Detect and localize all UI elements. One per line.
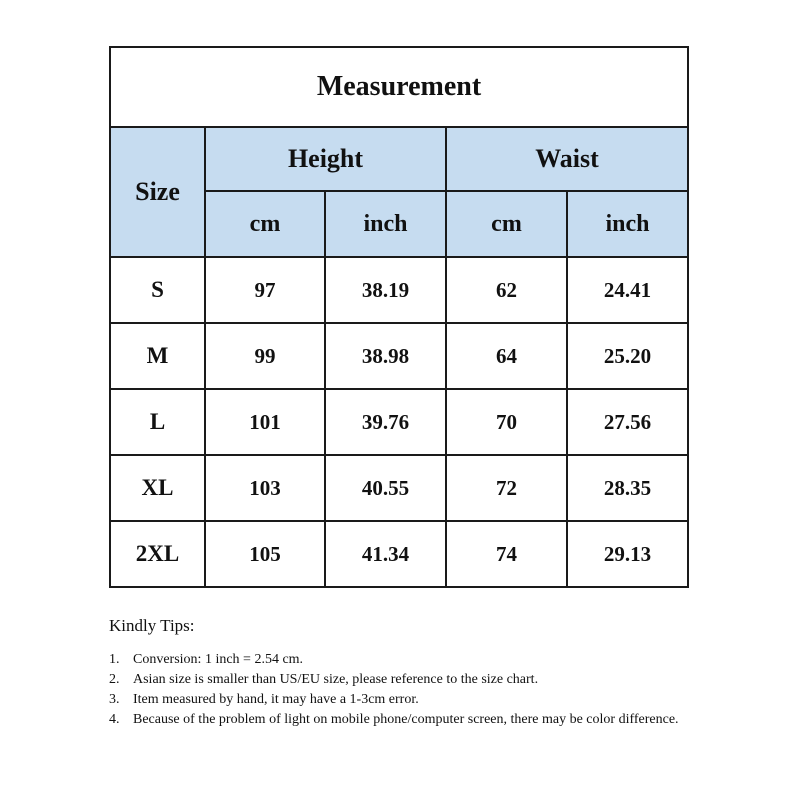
size-cell: L: [110, 389, 205, 455]
size-header: Size: [110, 127, 205, 257]
height-cm-cell: 103: [205, 455, 325, 521]
waist-cm-cell: 72: [446, 455, 567, 521]
size-cell: 2XL: [110, 521, 205, 587]
waist-inch-cell: 24.41: [567, 257, 688, 323]
tips-list: [109, 650, 729, 729]
title-row: [110, 47, 688, 127]
height-cm-cell: 101: [205, 389, 325, 455]
table-row: [110, 389, 688, 455]
waist-cm-cell: 70: [446, 389, 567, 455]
tip-text: Asian size is smaller than US/EU size, please reference to the size chart.: [133, 672, 539, 687]
height-inch-cell: 38.19: [325, 257, 446, 323]
tip-text: Because of the problem of light on mobile phone/computer screen, there may be color difference.: [133, 712, 679, 727]
tip-number: 2.: [109, 672, 120, 687]
table-row: [110, 455, 688, 521]
tips-title: Kindly Tips:: [109, 616, 195, 635]
height-inch-header: inch: [325, 191, 446, 257]
table-title: Measurement: [110, 47, 688, 127]
list-item: [109, 670, 729, 689]
waist-inch-cell: 27.56: [567, 389, 688, 455]
waist-inch-cell: 28.35: [567, 455, 688, 521]
list-item: [109, 710, 729, 729]
kindly-tips: [109, 616, 729, 730]
height-cm-cell: 97: [205, 257, 325, 323]
height-cm-cell: 105: [205, 521, 325, 587]
waist-inch-cell: 25.20: [567, 323, 688, 389]
height-inch-cell: 39.76: [325, 389, 446, 455]
height-cm-cell: 99: [205, 323, 325, 389]
size-cell: M: [110, 323, 205, 389]
waist-header: Waist: [446, 127, 688, 191]
size-cell: XL: [110, 455, 205, 521]
group-header-row: [110, 127, 688, 191]
tip-number: 4.: [109, 712, 120, 727]
tip-number: 3.: [109, 692, 120, 707]
size-cell: S: [110, 257, 205, 323]
waist-inch-cell: 29.13: [567, 521, 688, 587]
tip-text: Item measured by hand, it may have a 1-3cm error.: [133, 692, 419, 707]
height-inch-cell: 40.55: [325, 455, 446, 521]
table-row: [110, 257, 688, 323]
height-inch-cell: 41.34: [325, 521, 446, 587]
waist-cm-cell: 64: [446, 323, 567, 389]
tip-number: 1.: [109, 652, 120, 667]
height-cm-header: cm: [205, 191, 325, 257]
table-row: [110, 521, 688, 587]
waist-cm-header: cm: [446, 191, 567, 257]
size-chart-table: [109, 46, 689, 588]
waist-inch-header: inch: [567, 191, 688, 257]
list-item: [109, 650, 729, 669]
list-item: [109, 690, 729, 709]
waist-cm-cell: 62: [446, 257, 567, 323]
height-inch-cell: 38.98: [325, 323, 446, 389]
waist-cm-cell: 74: [446, 521, 567, 587]
table-row: [110, 323, 688, 389]
height-header: Height: [205, 127, 446, 191]
tip-text: Conversion: 1 inch = 2.54 cm.: [133, 652, 304, 667]
